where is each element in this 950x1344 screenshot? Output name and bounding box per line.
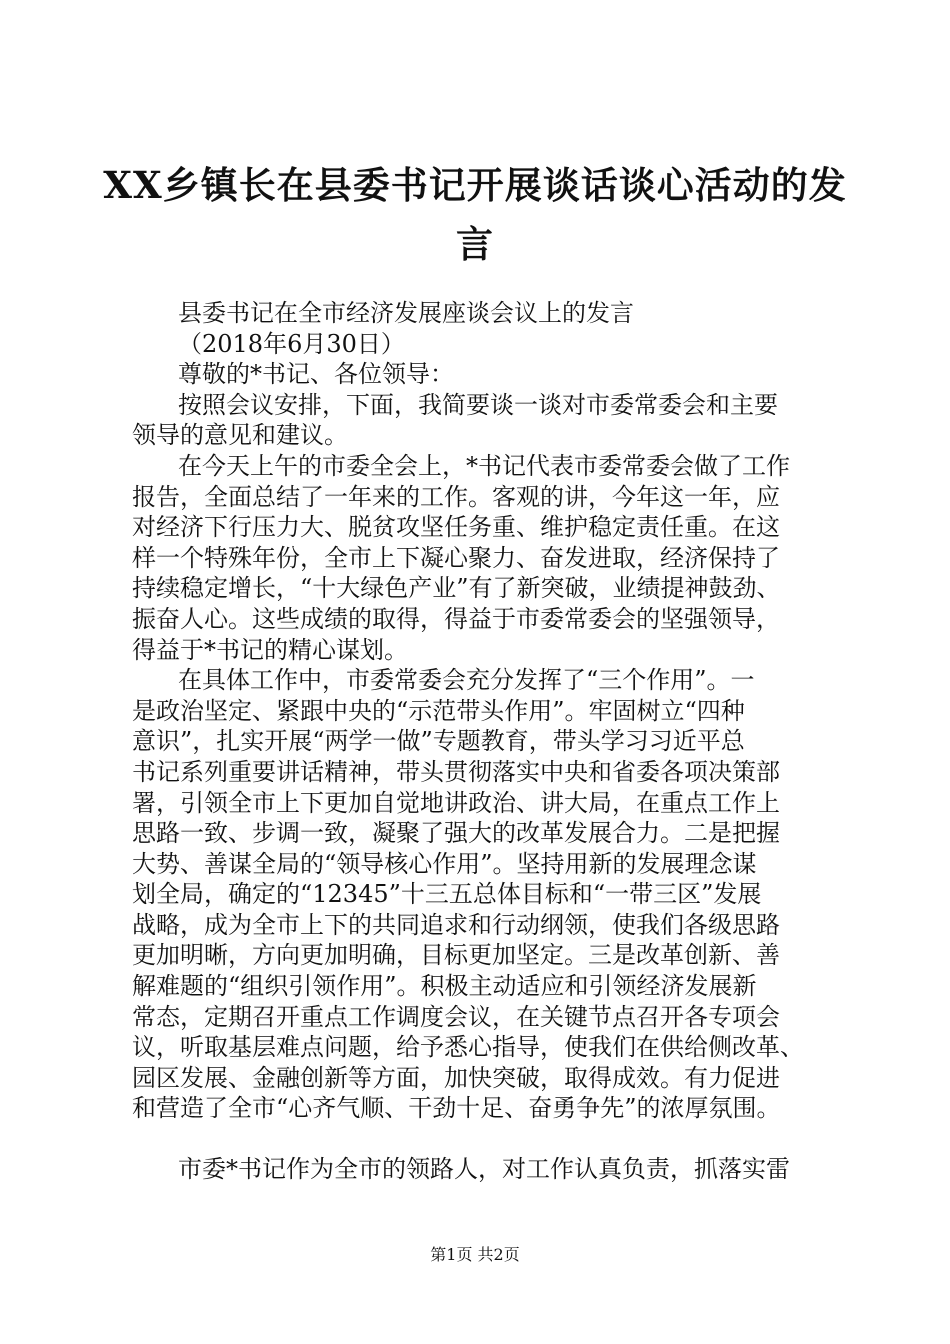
paragraph-line: 振奋人心。这些成绩的取得，得益于市委常委会的坚强领导， [132, 604, 780, 633]
paragraph-line: 议，听取基层难点问题，给予悉心指导，使我们在供给侧改革、 [132, 1033, 804, 1062]
paragraph-line: 得益于*书记的精心谋划。 [132, 635, 408, 664]
document-subtitle: 县委书记在全市经济发展座谈会议上的发言 [178, 299, 634, 327]
paragraph-line: 持续稳定增长，“十大绿色产业”有了新突破，业绩提神鼓劲、 [132, 574, 781, 603]
paragraph-line: 署，引领全市上下更加自觉地讲政治、讲大局，在重点工作上 [132, 788, 780, 817]
paragraph-gap [132, 1124, 832, 1154]
page-footer: 第1页 共2页 [430, 1245, 520, 1264]
paragraph-line: 常态，定期召开重点工作调度会议，在关键节点召开各专项会 [132, 1002, 780, 1031]
document-title-line-1: XX乡镇长在县委书记开展谈话谈心活动的发 [103, 163, 847, 207]
paragraph-line: 战略，成为全市上下的共同追求和行动纲领，使我们各级思路 [132, 910, 780, 939]
paragraph-line: 对经济下行压力大、脱贫攻坚任务重、维护稳定责任重。在这 [132, 513, 780, 542]
paragraph-line: 大势、善谋全局的“领导核心作用”。坚持用新的发展理念谋 [132, 849, 757, 878]
paragraph-line: 领导的意见和建议。 [132, 421, 348, 450]
document-body [132, 298, 832, 1185]
paragraph-line: 书记系列重要讲话精神，带头贯彻落实中央和省委各项决策部 [132, 757, 780, 786]
paragraph-line: 划全局，确定的“12345”十三五总体目标和“一带三区”发展 [132, 880, 762, 909]
paragraph-line: 市委*书记作为全市的领路人，对工作认真负责，抓落实雷 [178, 1155, 790, 1184]
paragraph-line: 解难题的“组织引领作用”。积极主动适应和引领经济发展新 [132, 972, 757, 1001]
paragraph-line: 更加明晰，方向更加明确，目标更加坚定。三是改革创新、善 [132, 941, 780, 970]
paragraph-line: 在具体工作中，市委常委会充分发挥了“三个作用”。一 [178, 666, 755, 695]
paragraph-line: 按照会议安排，下面，我简要谈一谈对市委常委会和主要 [178, 390, 778, 419]
paragraph-line: 园区发展、金融创新等方面，加快突破，取得成效。有力促进 [132, 1063, 780, 1092]
paragraph-line: 思路一致、步调一致，凝聚了强大的改革发展合力。二是把握 [132, 819, 780, 848]
paragraph-line: 在今天上午的市委全会上，*书记代表市委常委会做了工作 [178, 451, 790, 480]
paragraph-line: 报告，全面总结了一年来的工作。客观的讲，今年这一年，应 [132, 482, 780, 511]
paragraph-line: 样一个特殊年份，全市上下凝心聚力、奋发进取，经济保持了 [132, 543, 780, 572]
paragraph-line: 意识”，扎实开展“两学一做”专题教育，带头学习习近平总 [132, 727, 745, 756]
paragraph-line: 和营造了全市“心齐气顺、干劲十足、奋勇争先”的浓厚氛围。 [132, 1094, 781, 1123]
document-date: （2018年6月30日） [178, 329, 405, 358]
document-salutation: 尊敬的*书记、各位领导： [178, 360, 454, 389]
document-title-line-2: 言 [456, 222, 494, 266]
paragraph-line: 是政治坚定、紧跟中央的“示范带头作用”。牢固树立“四种 [132, 696, 745, 725]
